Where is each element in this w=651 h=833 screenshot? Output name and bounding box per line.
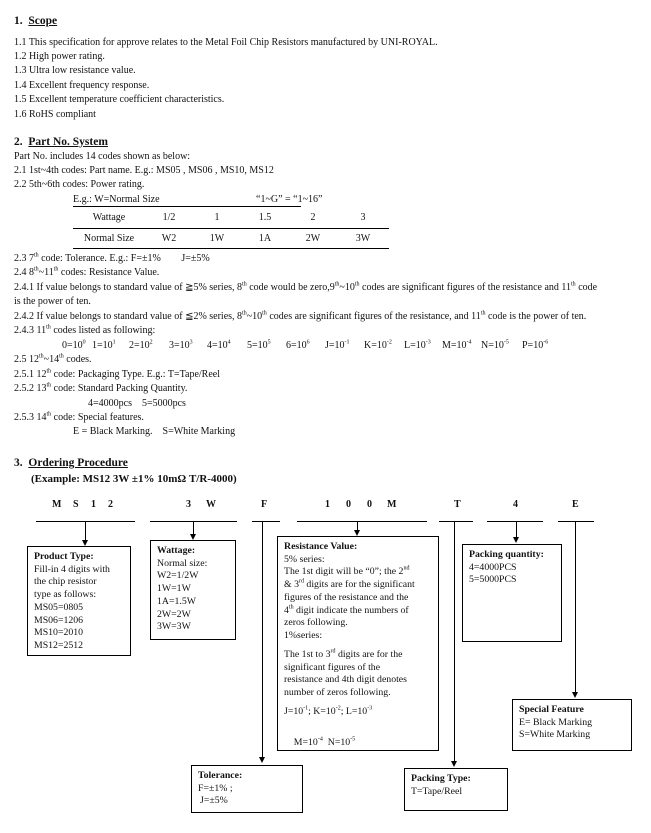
- code-bar: [487, 521, 543, 522]
- resistance-code: $J=10^{-1}$: [325, 339, 350, 351]
- section-2-heading: [14, 135, 108, 150]
- resistance-code: $4=10^4$: [207, 339, 231, 351]
- box-line: 1A=1.5W: [157, 595, 196, 607]
- example-label: E.g.: W=Normal Size: [73, 194, 160, 205]
- section-3-heading: [14, 456, 128, 471]
- resistance-code: $K=10^{-2}$: [364, 339, 392, 351]
- code-letter: 0: [346, 499, 351, 510]
- box-line: the chip resistor: [34, 576, 97, 588]
- scope-line-3: 1.3 Ultra low resistance value.: [14, 65, 136, 76]
- resistance-code: $M=10^{-4}$: [442, 339, 472, 351]
- part-no-2-5-1: 2.5.1 12th code: Packaging Type. E.g.: T=Tape/Reel: [14, 368, 220, 380]
- scope-line-1: 1.1 This specification for approve relates to the Metal Foil Chip Resistors manufactured by UNI-ROYAL.: [14, 37, 438, 48]
- box-line: 3W=3W: [157, 621, 191, 633]
- connector-line: [85, 521, 86, 540]
- example-row: [73, 193, 323, 207]
- box-line: zeros following.: [284, 617, 348, 629]
- wattage-label: Wattage: [92, 212, 126, 224]
- section-title: Ordering Procedure: [28, 457, 128, 469]
- code-letter: 3: [186, 499, 191, 510]
- part-no-2-5: 2.5 12th~14th codes.: [14, 353, 92, 365]
- packing-qty-example: 4=4000pcs 5=5000pcs: [88, 398, 186, 409]
- code-letter: W: [206, 499, 216, 510]
- box-line: 5=5000PCS: [469, 574, 517, 586]
- box-line: 4th digit indicate the numbers of: [284, 604, 409, 616]
- packing-type-box: [404, 768, 508, 811]
- box-line: 2W=2W: [157, 608, 191, 620]
- code-bar: [558, 521, 594, 522]
- scope-line-4: 1.4 Excellent frequency response.: [14, 80, 150, 91]
- resistance-code: $N=10^{-5}$: [481, 339, 509, 351]
- connector-line: [516, 521, 517, 537]
- example-mapping: “1~G” = “1~16”: [256, 194, 323, 205]
- box-line: T=Tape/Reel: [411, 785, 463, 797]
- code-letter: 4: [513, 499, 518, 510]
- part-no-intro: Part No. includes 14 codes shown as below:: [14, 151, 191, 162]
- resistance-code: $5=10^5$: [247, 339, 271, 351]
- connector-line: [193, 521, 194, 534]
- box-line: MS06=1206: [34, 614, 84, 626]
- code-letter: 2: [108, 499, 113, 510]
- part-no-2-4-3: 2.4.3 11th codes listed as following:: [14, 324, 156, 336]
- box-line: J=±5%: [200, 795, 228, 807]
- arrow-down-icon: [572, 692, 578, 698]
- box-line: type as follows:: [34, 589, 97, 601]
- box-line: Normal size:: [157, 557, 208, 569]
- box-line: 1%series:: [284, 630, 323, 642]
- box-line: E= Black Marking: [519, 716, 592, 728]
- special-feature-box: [512, 699, 632, 751]
- box-line: W2=1/2W: [157, 570, 199, 582]
- arrow-down-icon: [513, 537, 519, 543]
- box-line: 4=4000PCS: [469, 561, 517, 573]
- section-number: 1.: [14, 15, 23, 27]
- box-line: 1W=1W: [157, 583, 191, 595]
- wattage-cell: 1: [214, 212, 220, 224]
- wattage-cell: 1.5: [258, 212, 272, 224]
- section-title: Scope: [28, 15, 58, 27]
- code-bar: [439, 521, 473, 522]
- scope-line-5: 1.5 Excellent temperature coefficient characteristics.: [14, 94, 225, 105]
- part-no-2-2: 2.2 5th~6th codes: Power rating.: [14, 179, 145, 190]
- section-1-heading: [14, 14, 57, 29]
- resistance-code: $3=10^3$: [169, 339, 193, 351]
- resistance-code: $1=10^1$: [92, 339, 116, 351]
- part-no-2-4-1: 2.4.1 If value belongs to standard value of ≧5% series, 8th code would be zero,9th~10th codes are significant figures of the resistance and 11th code: [14, 281, 598, 293]
- box-title: Tolerance:: [198, 770, 243, 781]
- box-line: significant figures of the: [284, 661, 381, 673]
- scope-line-6: 1.6 RoHS compliant: [14, 109, 96, 120]
- resistance-code: $6=10^6$: [286, 339, 310, 351]
- resistance-code: $0=10^0$: [62, 339, 86, 351]
- resistance-code: $P=10^{-6}$: [522, 339, 549, 351]
- box-title: Packing Type:: [411, 773, 471, 784]
- wattage-cell: 3: [360, 212, 366, 224]
- section-number: 3.: [14, 457, 23, 469]
- normal-size-label: Normal Size: [83, 232, 135, 244]
- code-bar: [297, 521, 427, 522]
- ordering-example: (Example: MS12 3W ±1% 10mΩ T/R-4000): [31, 473, 237, 485]
- box-line: $J=10^{-1}$; $K=10^{-2}$; $L=10^{-3}$: [284, 705, 373, 717]
- normal-size-row: [73, 228, 389, 248]
- product-type-box: [27, 546, 131, 656]
- code-letter: 0: [367, 499, 372, 510]
- wattage-cell: 2: [310, 212, 316, 224]
- wattage-cell: 1/2: [162, 212, 176, 224]
- box-line: figures of the resistance and the: [284, 591, 409, 603]
- normal-size-cell: 3W: [355, 232, 371, 244]
- part-no-2-3: 2.3 7th code: Tolerance. E.g.: F=±1% J=±5%: [14, 252, 210, 264]
- box-line: Fill-in 4 digits with: [34, 563, 110, 575]
- box-line: F=±1% ;: [198, 782, 233, 794]
- box-line: 5% series:: [284, 553, 325, 565]
- connector-line: [262, 521, 263, 757]
- code-bar: [252, 521, 280, 522]
- resistance-codes-list: [62, 339, 552, 352]
- code-letter: 1: [325, 499, 330, 510]
- part-no-2-5-2: 2.5.2 13th code: Standard Packing Quantity.: [14, 382, 188, 394]
- code-letter: M: [387, 499, 397, 510]
- resistance-value-box: [277, 536, 439, 751]
- box-title: Packing quantity:: [469, 549, 544, 560]
- section-title: Part No. System: [28, 136, 108, 148]
- resistance-code: $2=10^2$: [129, 339, 153, 351]
- box-line: resistance and 4th digit denotes: [284, 674, 407, 686]
- code-letter: T: [454, 499, 461, 510]
- normal-size-cell: 2W: [305, 232, 321, 244]
- box-line: number of zeros following.: [284, 687, 391, 699]
- box-line: $M=10^{-4}$ $N=10^{-5}$: [293, 737, 356, 749]
- box-line: MS10=2010: [34, 627, 84, 639]
- section-number: 2.: [14, 136, 23, 148]
- scope-line-2: 1.2 High power rating.: [14, 51, 105, 62]
- code-letter: 1: [91, 499, 96, 510]
- box-line: The 1st to 3rd digits are for the: [284, 648, 403, 660]
- code-letter: E: [572, 499, 579, 510]
- box-title: Resistance Value:: [284, 541, 358, 552]
- box-title: Wattage:: [157, 545, 196, 556]
- part-no-2-5-3: 2.5.3 14th code: Special features.: [14, 411, 144, 423]
- part-no-2-4: 2.4 8th~11th codes: Resistance Value.: [14, 266, 160, 278]
- part-no-2-4-2: 2.4.2 If value belongs to standard value of ≦2% series, 8th~10th codes are significant figures of the resistance, and 11th code is the power of ten.: [14, 310, 587, 322]
- arrow-down-icon: [451, 761, 457, 767]
- wattage-box: [150, 540, 236, 640]
- arrow-down-icon: [259, 757, 265, 763]
- code-letter: M: [52, 499, 62, 510]
- connector-line: [575, 521, 576, 692]
- code-letter: F: [261, 499, 268, 510]
- box-title: Product Type:: [34, 551, 94, 562]
- packing-quantity-box: [462, 544, 562, 642]
- connector-line: [454, 521, 455, 761]
- box-line: MS12=2512: [34, 640, 84, 652]
- wattage-row: [73, 208, 389, 228]
- resistance-code: $L=10^{-3}$: [404, 339, 431, 351]
- box-line: The 1st digit will be “0”; the 2nd: [284, 566, 410, 578]
- code-letter: S: [73, 499, 79, 510]
- box-line: MS05=0805: [34, 601, 84, 613]
- box-line: S=White Marking: [519, 729, 591, 741]
- part-no-2-1: 2.1 1st~4th codes: Part name. E.g.: MS05 , MS06 , MS10, MS12: [14, 165, 274, 176]
- normal-size-cell: W2: [161, 232, 177, 244]
- special-feature-example: E = Black Marking. S=White Marking: [73, 426, 236, 437]
- part-no-2-4-1-cont: is the power of ten.: [14, 296, 91, 307]
- box-line: & 3rd digits are for the significant: [284, 578, 415, 591]
- box-title: Special Feature: [519, 704, 584, 715]
- normal-size-cell: 1W: [209, 232, 225, 244]
- normal-size-cell: 1A: [258, 232, 272, 244]
- wattage-table: [73, 208, 389, 249]
- tolerance-box: [191, 765, 303, 813]
